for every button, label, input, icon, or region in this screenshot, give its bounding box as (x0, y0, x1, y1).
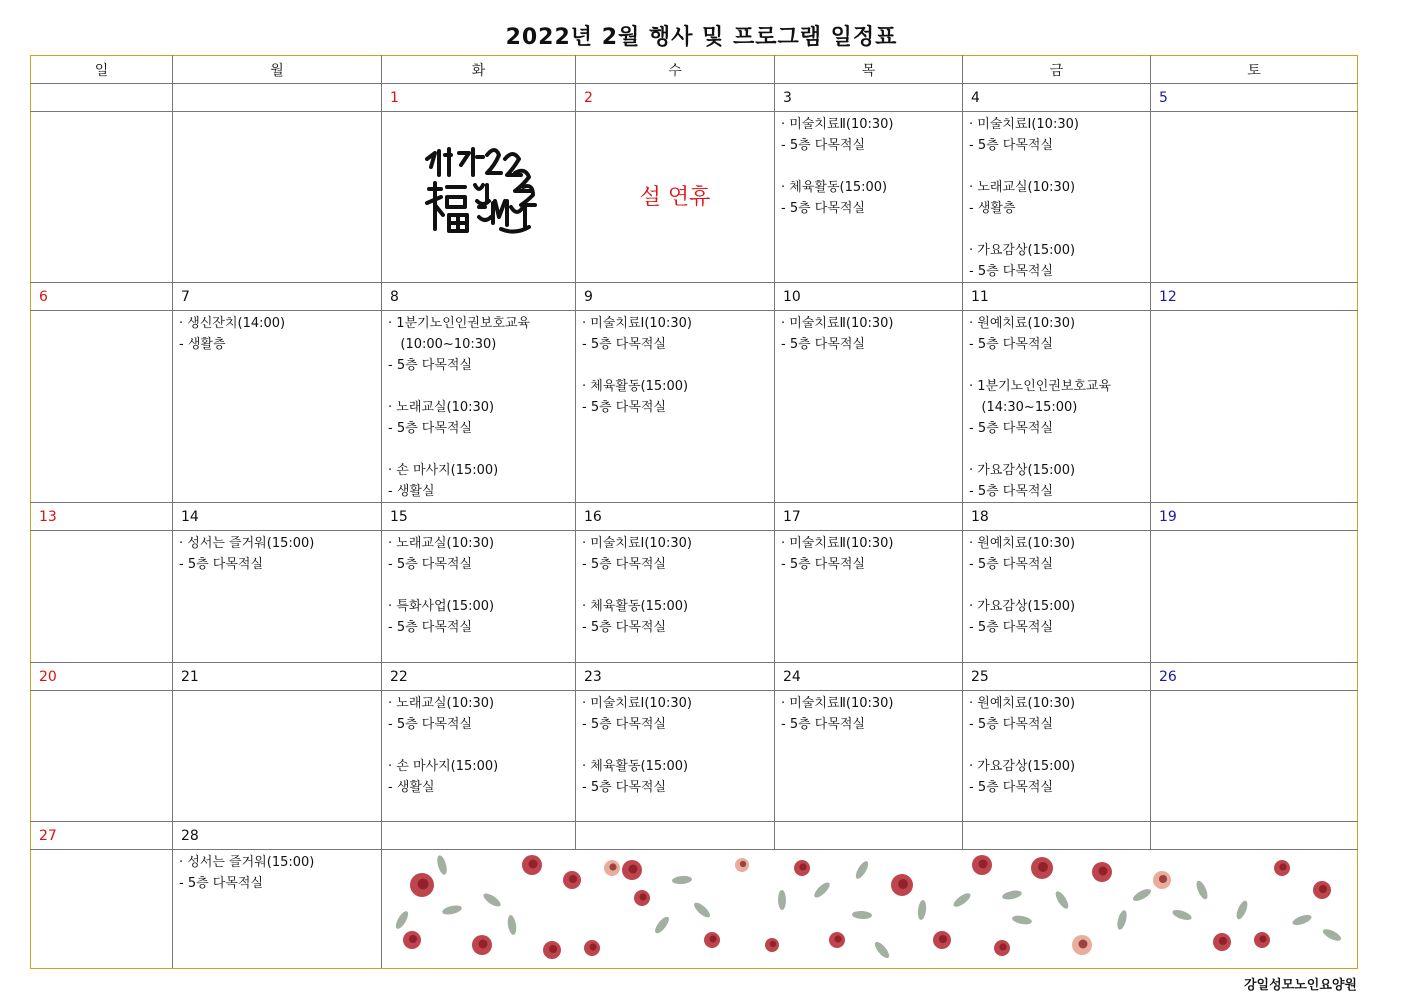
event-line: - 5층 다목적실 (969, 620, 1054, 635)
event-cell (173, 850, 382, 969)
weekday-wed: 수 (576, 56, 775, 84)
event-line: - 5층 다목적실 (781, 717, 866, 732)
leaf (778, 890, 786, 910)
event-line: · 체육활동(15:00) (582, 379, 689, 394)
rose-center (709, 935, 716, 942)
event-line (969, 219, 1150, 240)
event-cell (775, 531, 963, 663)
date-cell (963, 822, 1151, 850)
event-line: - 5층 다목적실 (388, 358, 473, 373)
rose-center (569, 875, 577, 883)
event-line: - 5층 다목적실 (969, 557, 1054, 572)
event-line: - 5층 다목적실 (582, 780, 667, 795)
event-line: · 1분기노인인권보호교육 (969, 379, 1112, 394)
event-line: - 5층 다목적실 (582, 400, 667, 415)
date-cell: 15 (382, 503, 576, 531)
leaf (917, 900, 927, 921)
event-line (388, 575, 575, 596)
event-cell (1151, 531, 1358, 663)
date-cell (173, 84, 382, 112)
event-line: - 5층 다목적실 (582, 620, 667, 635)
event-line: - 생활실 (388, 484, 435, 499)
event-cell (382, 531, 576, 663)
rose-center (589, 943, 596, 950)
event-cell (576, 691, 775, 822)
event-cell (775, 112, 963, 283)
event-line: · 노래교실(10:30) (388, 400, 495, 415)
leaf (672, 875, 693, 885)
event-line: - 생활층 (969, 201, 1016, 216)
event-line: - 생활실 (388, 780, 435, 795)
event-line: · 체육활동(15:00) (582, 599, 689, 614)
date-cell: 25 (963, 663, 1151, 691)
event-line: - 5층 다목적실 (582, 557, 667, 572)
rose-center (629, 865, 638, 874)
date-cell (576, 822, 775, 850)
event-line: · 성서는 즐거워(15:00) (179, 855, 315, 870)
weekday-tue: 화 (382, 56, 576, 84)
event-line: (10:00~10:30) (388, 337, 497, 352)
event-line: - 5층 다목적실 (781, 138, 866, 153)
event-line: · 미술치료Ⅱ(10:30) (781, 316, 894, 331)
rose-center (1159, 875, 1167, 883)
week-5-events (31, 850, 1358, 969)
event-line (388, 439, 575, 460)
date-cell: 11 (963, 283, 1151, 311)
date-cell: 7 (173, 283, 382, 311)
rose-center (1038, 862, 1048, 872)
event-cell (31, 311, 173, 503)
date-cell: 10 (775, 283, 963, 311)
event-line: · 원예치료(10:30) (969, 316, 1076, 331)
leaf (441, 904, 462, 916)
rose-center (1259, 935, 1266, 942)
date-cell: 9 (576, 283, 775, 311)
event-line: - 5층 다목적실 (969, 264, 1054, 279)
date-cell: 26 (1151, 663, 1358, 691)
rose-center (999, 943, 1006, 950)
event-cell (963, 691, 1151, 822)
rose-center (979, 860, 988, 869)
event-line (781, 156, 962, 177)
date-cell: 12 (1151, 283, 1358, 311)
event-line: · 가요감상(15:00) (969, 759, 1076, 774)
event-line: · 미술치료Ⅱ(10:30) (781, 117, 894, 132)
leaf (1011, 914, 1032, 926)
event-line (969, 575, 1150, 596)
event-line: - 5층 다목적실 (388, 421, 473, 436)
calendar-table (30, 55, 1358, 969)
flower-border-cell (382, 850, 1358, 969)
leaf (435, 854, 448, 875)
event-line (969, 156, 1150, 177)
event-line: - 5층 다목적실 (969, 484, 1054, 499)
week-2-events (31, 311, 1358, 503)
rose-center (549, 945, 557, 953)
event-line: - 5층 다목적실 (582, 337, 667, 352)
event-line: · 손 마사지(15:00) (388, 463, 499, 478)
leaf (952, 891, 973, 909)
event-cell (31, 850, 173, 969)
rose-center (529, 860, 538, 869)
event-cell (963, 311, 1151, 503)
event-line: - 5층 다목적실 (179, 876, 264, 891)
event-line: - 5층 다목적실 (781, 337, 866, 352)
organization-name: 강일성모노인요양원 (1243, 978, 1357, 993)
event-line: (14:30~15:00) (969, 400, 1078, 415)
week-3-dates (31, 503, 1358, 531)
event-line: · 미술치료Ⅰ(10:30) (582, 536, 692, 551)
date-cell: 6 (31, 283, 173, 311)
leaf (1001, 889, 1022, 901)
event-line: - 5층 다목적실 (969, 780, 1054, 795)
leaf (1116, 909, 1129, 930)
event-cell (173, 691, 382, 822)
event-line: · 원예치료(10:30) (969, 536, 1076, 551)
event-line: - 5층 다목적실 (388, 717, 473, 732)
rose-center (1079, 940, 1088, 949)
leaf (653, 915, 672, 936)
date-cell: 1 (382, 84, 576, 112)
weekday-mon: 월 (173, 56, 382, 84)
new-year-calligraphy-image (421, 145, 537, 237)
date-cell: 19 (1151, 503, 1358, 531)
date-cell (31, 84, 173, 112)
weekday-header-row (31, 56, 1358, 84)
week-5-dates (31, 822, 1358, 850)
event-cell (173, 531, 382, 663)
event-line: - 5층 다목적실 (969, 138, 1054, 153)
leaf (1321, 927, 1342, 943)
leaf (394, 909, 411, 930)
date-cell: 21 (173, 663, 382, 691)
rose-center (898, 879, 908, 889)
event-line (582, 575, 774, 596)
event-line: · 특화사업(15:00) (388, 599, 495, 614)
date-cell: 23 (576, 663, 775, 691)
leaf (873, 940, 892, 960)
event-line: · 미술치료Ⅰ(10:30) (969, 117, 1079, 132)
rose-center (1279, 863, 1286, 870)
leaf (853, 859, 870, 880)
rose-center (639, 893, 646, 900)
weekday-sun: 일 (31, 56, 173, 84)
event-cell (576, 311, 775, 503)
event-line: · 미술치료Ⅰ(10:30) (582, 316, 692, 331)
leaf (1194, 879, 1209, 901)
week-3-events (31, 531, 1358, 663)
event-cell (775, 311, 963, 503)
date-cell: 28 (173, 822, 382, 850)
event-line: · 체육활동(15:00) (781, 180, 888, 195)
event-line: - 5층 다목적실 (388, 620, 473, 635)
event-line: · 가요감상(15:00) (969, 599, 1076, 614)
event-cell (173, 311, 382, 503)
week-2-dates (31, 283, 1358, 311)
event-cell (382, 691, 576, 822)
event-line: - 5층 다목적실 (179, 557, 264, 572)
leaf (481, 891, 502, 909)
event-line: · 손 마사지(15:00) (388, 759, 499, 774)
event-line: · 가요감상(15:00) (969, 463, 1076, 478)
date-cell: 24 (775, 663, 963, 691)
rose-center (939, 935, 947, 943)
watercolor-roses-decoration (382, 850, 1356, 968)
leaf (1291, 913, 1313, 927)
leaf (506, 914, 517, 935)
event-line: · 가요감상(15:00) (969, 243, 1076, 258)
event-line: · 원예치료(10:30) (969, 696, 1076, 711)
date-cell: 4 (963, 84, 1151, 112)
week-4-events (31, 691, 1358, 822)
rose-center (409, 935, 417, 943)
leaf (812, 880, 832, 900)
date-cell: 27 (31, 822, 173, 850)
date-cell: 5 (1151, 84, 1358, 112)
event-cell (1151, 112, 1358, 283)
event-line: · 생신잔치(14:00) (179, 316, 286, 331)
event-line (969, 735, 1150, 756)
event-line: - 5층 다목적실 (781, 557, 866, 572)
date-cell: 14 (173, 503, 382, 531)
event-line: · 미술치료Ⅱ(10:30) (781, 696, 894, 711)
rose-center (1219, 937, 1227, 945)
holiday-cell (576, 112, 775, 283)
event-cell (31, 531, 173, 663)
leaf (1234, 899, 1249, 921)
event-line: · 1분기노인인권보호교육 (388, 316, 531, 331)
event-cell (963, 531, 1151, 663)
event-line: - 5층 다목적실 (969, 421, 1054, 436)
page-title: 2022년 2월 행사 및 프로그램 일정표 (505, 25, 898, 50)
event-cell (31, 112, 173, 283)
date-cell (382, 822, 576, 850)
weekday-thu: 목 (775, 56, 963, 84)
rose-center (834, 935, 841, 942)
weekday-sat: 토 (1151, 56, 1358, 84)
rose-center (479, 940, 488, 949)
weekday-fri: 금 (963, 56, 1151, 84)
date-cell (775, 822, 963, 850)
event-line: - 5층 다목적실 (388, 557, 473, 572)
date-cell: 17 (775, 503, 963, 531)
event-line: - 생활층 (179, 337, 226, 352)
leaf (1171, 908, 1193, 922)
event-cell (963, 112, 1151, 283)
leaf (1053, 889, 1070, 910)
event-line: · 노래교실(10:30) (388, 696, 495, 711)
event-cell (1151, 311, 1358, 503)
event-line (969, 439, 1150, 460)
date-cell: 22 (382, 663, 576, 691)
event-cell (1151, 691, 1358, 822)
event-line: · 미술치료Ⅰ(10:30) (582, 696, 692, 711)
event-cell (576, 531, 775, 663)
week-4-dates (31, 663, 1358, 691)
new-year-greeting-cell (382, 112, 576, 283)
event-line: · 노래교실(10:30) (388, 536, 495, 551)
date-cell: 20 (31, 663, 173, 691)
event-line: · 성서는 즐거워(15:00) (179, 536, 315, 551)
rose-center (740, 861, 746, 867)
date-cell: 3 (775, 84, 963, 112)
week-1-dates (31, 84, 1358, 112)
rose-center (799, 863, 806, 870)
rose-center (418, 879, 429, 890)
event-cell (382, 311, 576, 503)
event-line: · 노래교실(10:30) (969, 180, 1076, 195)
event-line (582, 355, 774, 376)
event-line: - 5층 다목적실 (969, 717, 1054, 732)
date-cell (1151, 822, 1358, 850)
leaf (1131, 887, 1152, 903)
event-line (388, 376, 575, 397)
event-cell (173, 112, 382, 283)
event-line: · 미술치료Ⅱ(10:30) (781, 536, 894, 551)
event-line (969, 355, 1150, 376)
event-line: · 체육활동(15:00) (582, 759, 689, 774)
event-cell (775, 691, 963, 822)
event-cell (31, 691, 173, 822)
event-line (388, 735, 575, 756)
event-line: - 5층 다목적실 (969, 337, 1054, 352)
rose-center (770, 941, 776, 947)
rose-center (1319, 885, 1327, 893)
date-cell: 18 (963, 503, 1151, 531)
date-cell: 13 (31, 503, 173, 531)
rose-center (1099, 867, 1108, 876)
date-cell: 2 (576, 84, 775, 112)
rose-center (609, 863, 616, 870)
event-line (582, 735, 774, 756)
leaf (692, 900, 712, 919)
event-line: - 5층 다목적실 (582, 717, 667, 732)
week-1-events (31, 112, 1358, 283)
holiday-label: 설 연휴 (639, 185, 711, 210)
leaf (852, 910, 872, 919)
event-line: - 5층 다목적실 (781, 201, 866, 216)
date-cell: 16 (576, 503, 775, 531)
date-cell: 8 (382, 283, 576, 311)
